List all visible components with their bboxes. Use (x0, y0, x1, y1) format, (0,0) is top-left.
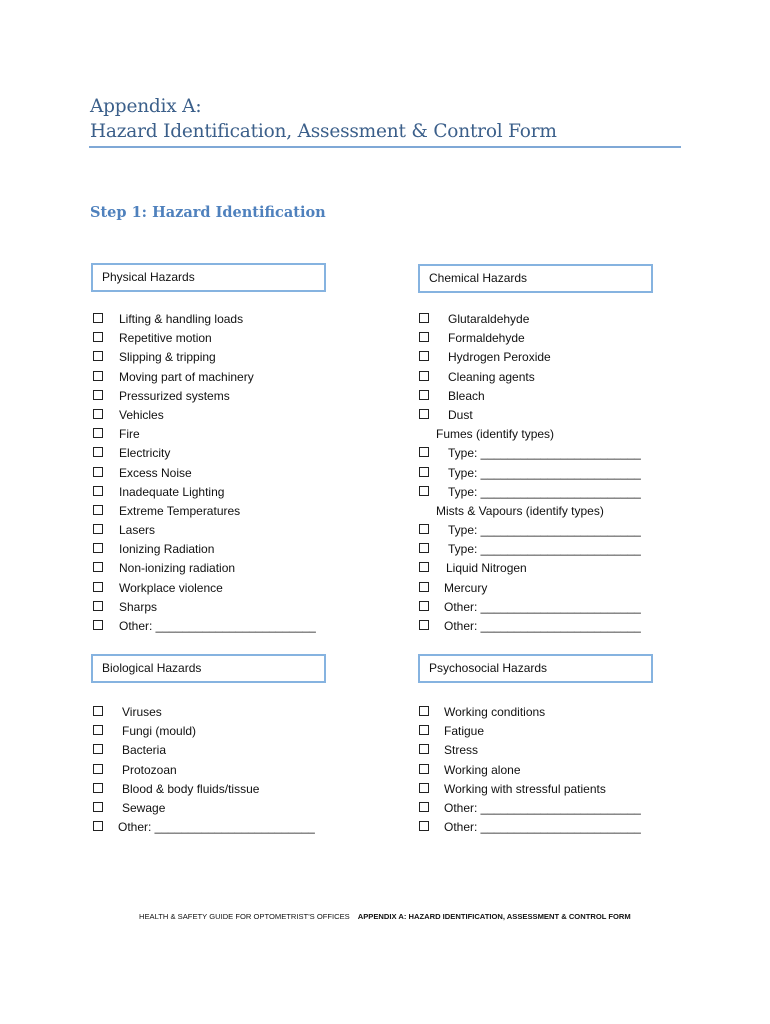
checklist-item-label: Mercury (444, 580, 488, 595)
checkbox[interactable] (93, 821, 103, 831)
checklist-item (419, 579, 679, 598)
checklist-item-label: Working alone (444, 762, 521, 777)
checkbox[interactable] (419, 764, 429, 774)
checkbox[interactable] (419, 744, 429, 754)
checklist-item-label: Bleach (448, 388, 485, 403)
checklist-item-label: Glutaraldehyde (448, 312, 530, 326)
page-title (90, 94, 557, 144)
checklist-item (93, 617, 353, 636)
checklist-item (419, 387, 679, 406)
checklist-item (419, 329, 679, 348)
checklist-item-label: Type: ________________________ (448, 465, 641, 480)
title-divider (89, 146, 681, 148)
checklist-item (93, 598, 353, 617)
checklist-item-label: Dust (448, 407, 473, 422)
checkbox[interactable] (419, 524, 429, 534)
checklist-item (93, 483, 353, 502)
checkbox[interactable] (419, 601, 429, 611)
checklist-item-label: Stress (444, 743, 479, 758)
checkbox[interactable] (419, 409, 429, 419)
checklist-item-label: Other: ________________________ (444, 599, 641, 614)
checkbox[interactable] (93, 390, 103, 400)
checklist-item-label: Formaldehyde (448, 331, 525, 346)
title-line-2: Hazard Identification, Assessment & Control Form (90, 121, 557, 142)
checklist-item-label: Type: ________________________ (448, 484, 641, 499)
checklist-item (419, 818, 679, 837)
checkbox[interactable] (419, 390, 429, 400)
checklist-item-label: Type: ________________________ (448, 523, 641, 538)
checklist-item (419, 617, 679, 636)
checklist-item (93, 780, 353, 799)
checklist-item (419, 406, 679, 425)
biological-hazards-list (93, 703, 353, 837)
checkbox[interactable] (419, 802, 429, 812)
checkbox[interactable] (93, 562, 103, 572)
checkbox[interactable] (93, 486, 103, 496)
checklist-item-label: Other: ________________________ (119, 619, 316, 633)
checklist-item-label: Workplace violence (119, 580, 223, 595)
checkbox[interactable] (93, 582, 103, 592)
checklist-item (93, 741, 353, 760)
checkbox[interactable] (419, 562, 429, 572)
chemical-hazards-header: Chemical Hazards (418, 264, 653, 293)
checklist-item (419, 502, 679, 521)
checklist-item (419, 483, 679, 502)
checklist-item-label: Extreme Temperatures (119, 503, 241, 518)
checkbox[interactable] (93, 409, 103, 419)
psychosocial-hazards-list (419, 703, 679, 837)
checkbox[interactable] (93, 601, 103, 611)
checklist-item-label: Blood & body fluids/tissue (122, 781, 260, 796)
checklist-item (93, 329, 353, 348)
checklist-item (419, 741, 679, 760)
footer-right: APPENDIX A: HAZARD IDENTIFICATION, ASSESSMENT & CONTROL FORM (357, 912, 631, 921)
chemical-hazards-list (419, 310, 679, 636)
checkbox[interactable] (419, 783, 429, 793)
checklist-item (93, 521, 353, 540)
checkbox[interactable] (93, 802, 103, 812)
checkbox[interactable] (419, 582, 429, 592)
page-footer (139, 912, 631, 921)
checklist-item (419, 521, 679, 540)
checklist-item-label: Viruses (122, 705, 162, 719)
checklist-item (93, 818, 353, 837)
footer-left: HEALTH & SAFETY GUIDE FOR OPTOMETRIST'S OFFICES (139, 912, 350, 921)
checklist-item-label: Vehicles (119, 407, 164, 422)
checkbox[interactable] (419, 332, 429, 342)
title-line-1: Appendix A: (90, 96, 202, 117)
checklist-item (93, 368, 353, 387)
checklist-item (419, 559, 679, 578)
checkbox[interactable] (93, 313, 103, 323)
checklist-item-label: Working with stressful patients (444, 781, 606, 796)
biological-hazards-header: Biological Hazards (91, 654, 326, 683)
checkbox[interactable] (93, 744, 103, 754)
checklist-item (93, 502, 353, 521)
checkbox[interactable] (93, 620, 103, 630)
checkbox[interactable] (419, 620, 429, 630)
checklist-item-label: Fire (119, 427, 140, 442)
checklist-item-label: Sharps (119, 599, 158, 614)
checklist-item-label: Lifting & handling loads (119, 312, 244, 326)
checklist-item (419, 464, 679, 483)
checkbox[interactable] (419, 467, 429, 477)
checklist-item-label: Type: ________________________ (448, 542, 641, 557)
checkbox[interactable] (419, 351, 429, 361)
checkbox[interactable] (93, 428, 103, 438)
checklist-item-label: Non-ionizing radiation (119, 561, 236, 576)
checkbox[interactable] (93, 467, 103, 477)
checklist-item (93, 761, 353, 780)
checklist-item-label: Protozoan (122, 762, 177, 777)
checklist-item (419, 310, 679, 329)
checklist-item (93, 540, 353, 559)
checklist-item-label: Liquid Nitrogen (446, 561, 527, 576)
checklist-item (93, 703, 353, 722)
checklist-item-label: Other: ________________________ (444, 800, 641, 815)
physical-hazards-list (93, 310, 353, 636)
psychosocial-hazards-header: Psychosocial Hazards (418, 654, 653, 683)
physical-hazards-header: Physical Hazards (91, 263, 326, 292)
checklist-item (419, 444, 679, 463)
step-heading: Step 1: Hazard Identification (90, 204, 326, 221)
checkbox[interactable] (93, 524, 103, 534)
checkbox[interactable] (419, 821, 429, 831)
checklist-item-label: Hydrogen Peroxide (448, 350, 551, 365)
checklist-item (419, 368, 679, 387)
checklist-item-label: Ionizing Radiation (119, 542, 215, 557)
checklist-item-label: Pressurized systems (119, 388, 230, 403)
checkbox[interactable] (93, 371, 103, 381)
checklist-item (93, 799, 353, 818)
checkbox[interactable] (419, 313, 429, 323)
checklist-item-label: Fatigue (444, 724, 485, 739)
checkbox[interactable] (93, 783, 103, 793)
checklist-item-label: Excess Noise (119, 465, 192, 480)
checklist-item-label: Repetitive motion (119, 331, 212, 346)
checklist-item-label: Electricity (119, 446, 171, 461)
checklist-item-label: Sewage (122, 800, 166, 815)
checklist-item-label: Mists & Vapours (identify types) (436, 503, 604, 518)
checklist-item (419, 722, 679, 741)
checkbox[interactable] (93, 447, 103, 457)
checklist-item-label: Fumes (identify types) (436, 427, 555, 442)
checklist-item-label: Slipping & tripping (119, 350, 216, 365)
checkbox[interactable] (419, 543, 429, 553)
checklist-item (419, 540, 679, 559)
checklist-item (93, 348, 353, 367)
checkbox[interactable] (93, 332, 103, 342)
checklist-item-label: Cleaning agents (448, 369, 535, 384)
checklist-item (93, 387, 353, 406)
checklist-item (419, 348, 679, 367)
checklist-item (93, 464, 353, 483)
checkbox[interactable] (419, 447, 429, 457)
checklist-item (419, 598, 679, 617)
checklist-item (93, 722, 353, 741)
checklist-item (93, 579, 353, 598)
checklist-item (419, 703, 679, 722)
checkbox[interactable] (93, 725, 103, 735)
checkbox[interactable] (93, 505, 103, 515)
checkbox[interactable] (93, 764, 103, 774)
checklist-item (93, 425, 353, 444)
checklist-item-label: Moving part of machinery (119, 369, 254, 384)
checklist-item-label: Other: ________________________ (444, 619, 641, 633)
checkbox[interactable] (419, 486, 429, 496)
checklist-item (419, 761, 679, 780)
checklist-item (419, 799, 679, 818)
checkbox[interactable] (419, 371, 429, 381)
checklist-item-label: Type: ________________________ (448, 446, 641, 461)
checkbox[interactable] (419, 706, 429, 716)
checklist-item (419, 780, 679, 799)
checklist-item-label: Fungi (mould) (122, 724, 197, 739)
checkbox[interactable] (419, 725, 429, 735)
checklist-item (93, 310, 353, 329)
checklist-item (93, 406, 353, 425)
checklist-item-label: Other: ________________________ (444, 820, 641, 835)
checkbox[interactable] (93, 706, 103, 716)
checklist-item-label: Other: ________________________ (118, 820, 315, 835)
checklist-item (93, 444, 353, 463)
checklist-item (419, 425, 679, 444)
checklist-item (93, 559, 353, 578)
checkbox[interactable] (93, 351, 103, 361)
checklist-item-label: Inadequate Lighting (119, 484, 225, 499)
checklist-item-label: Bacteria (122, 743, 167, 758)
checklist-item-label: Lasers (119, 523, 156, 538)
checklist-item-label: Working conditions (444, 705, 546, 719)
checkbox[interactable] (93, 543, 103, 553)
